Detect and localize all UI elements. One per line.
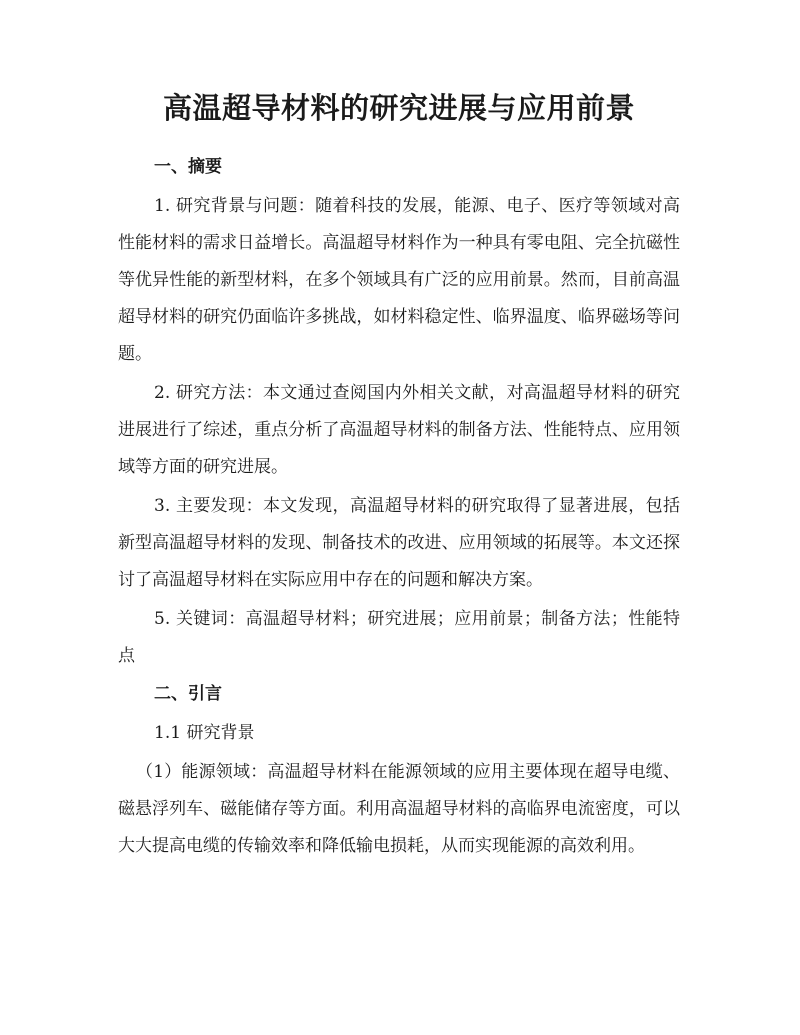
section-heading-introduction: 二、引言 (154, 684, 222, 704)
document-page (118, 88, 680, 867)
subheading-research-background: 1.1 研究背景 (154, 723, 255, 743)
paragraph-keywords: 5. 关键词：高温超导材料；研究进展；应用前景；制备方法；性能特点 (118, 609, 680, 666)
document-title: 高温超导材料的研究进展与应用前景 (162, 91, 635, 125)
section-heading-abstract: 一、摘要 (154, 157, 222, 177)
paragraph-background: 1. 研究背景与问题：随着科技的发展，能源、电子、医疗等领域对高性能材料的需求日益增长。高温超导材料作为一种具有零电阻、完全抗磁性等优异性能的新型材料，在多个领域具有广泛的应用前景。然而，目前高温超导材料的研究仍面临许多挑战，如材料稳定性、临界温度、临界磁场等问题。 (118, 196, 680, 364)
paragraph-method: 2. 研究方法：本文通过查阅国内外相关文献，对高温超导材料的研究进展进行了综述，重点分析了高温超导材料的制备方法、性能特点、应用领域等方面的研究进展。 (118, 383, 680, 477)
paragraph-energy-field: （1）能源领域：高温超导材料在能源领域的应用主要体现在超导电缆、磁悬浮列车、磁能储存等方面。利用高温超导材料的高临界电流密度，可以大大提高电缆的传输效率和降低输电损耗，从而实现能源的高效利用。 (118, 762, 680, 856)
paragraph-findings: 3. 主要发现：本文发现，高温超导材料的研究取得了显著进展，包括新型高温超导材料的发现、制备技术的改进、应用领域的拓展等。本文还探讨了高温超导材料在实际应用中存在的问题和解决方案。 (118, 496, 680, 590)
